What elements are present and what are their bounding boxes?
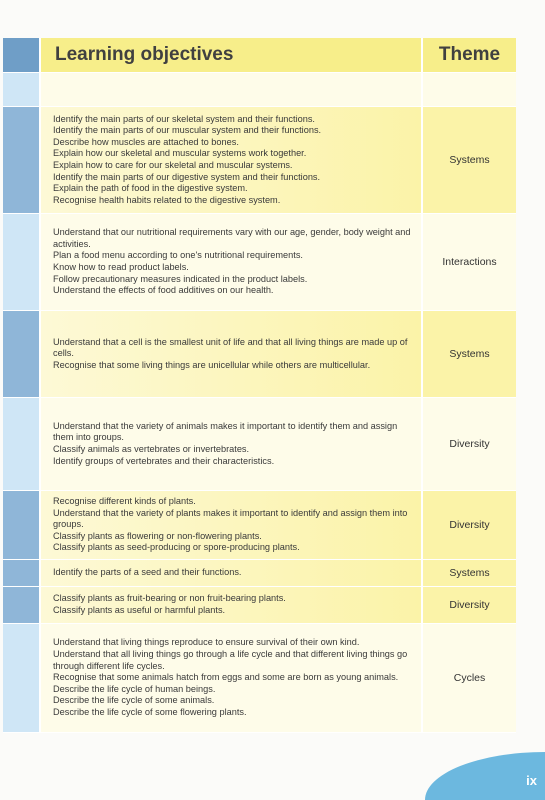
objective-line: Recognise that some animals hatch from eggs and some are born as young animals. bbox=[53, 672, 399, 683]
objectives-heading: Learning objectives bbox=[41, 38, 423, 72]
spacer-row bbox=[3, 73, 516, 107]
objective-line: Understand the effects of food additives on our health. bbox=[53, 285, 274, 296]
objective-line: Explain how our skeletal and muscular systems work together. bbox=[53, 148, 307, 159]
objective-line: Understand that a cell is the smallest unit of life and that all living things are made up of cells. bbox=[53, 336, 408, 359]
theme-cell: Diversity bbox=[423, 491, 516, 559]
objective-line: Understand that our nutritional requirements vary with our age, gender, body weight and activities. bbox=[53, 227, 411, 249]
objective-line: Describe the life cycle of some animals. bbox=[53, 695, 215, 706]
objective-line: Classify plants as fruit-bearing or non fruit-bearing plants. bbox=[53, 593, 286, 604]
table-row bbox=[3, 398, 516, 491]
theme-cell: Diversity bbox=[423, 398, 516, 490]
objective-line: Describe the life cycle of some flowering plants. bbox=[53, 706, 247, 717]
objective-line: Describe how muscles are attached to bones. bbox=[53, 136, 239, 147]
objective-line: Understand that all living things go through a life cycle and that different living things go through different life cycles. bbox=[53, 649, 408, 671]
objective-line: Identify the main parts of our muscular system and their functions. bbox=[53, 125, 322, 136]
objective-line: Explain the path of food in the digestive system. bbox=[53, 183, 248, 194]
objective-line: Follow precautionary measures indicated in the product labels. bbox=[53, 273, 308, 284]
objective-line: Describe the life cycle of human beings. bbox=[53, 683, 216, 694]
objective-line: Understand that the variety of plants makes it important to identify and assign them into groups. bbox=[53, 507, 408, 530]
row-side-cell bbox=[3, 491, 41, 559]
objectives-cell bbox=[41, 311, 423, 397]
objective-line: Classify plants as useful or harmful plants. bbox=[53, 605, 226, 615]
theme-cell: Systems bbox=[423, 560, 516, 586]
spacer-theme-cell bbox=[423, 73, 516, 106]
spacer-objectives-cell bbox=[41, 73, 423, 106]
objective-line: Recognise health habits related to the digestive system. bbox=[53, 194, 281, 205]
table-row bbox=[3, 491, 516, 560]
table-row bbox=[3, 587, 516, 624]
objectives-cell bbox=[41, 107, 423, 213]
theme-heading: Theme bbox=[423, 38, 516, 72]
objective-line: Explain how to care for our skeletal and muscular systems. bbox=[53, 160, 293, 170]
objective-line: Identify the parts of a seed and their functions. bbox=[53, 567, 242, 578]
table-row bbox=[3, 311, 516, 398]
theme-cell: Systems bbox=[423, 311, 516, 397]
theme-cell: Diversity bbox=[423, 587, 516, 623]
objective-line: Classify animals as vertebrates or invertebrates. bbox=[53, 444, 250, 454]
theme-cell: Interactions bbox=[423, 214, 516, 310]
objective-line: Plan a food menu according to one's nutritional requirements. bbox=[53, 250, 303, 261]
theme-cell: Systems bbox=[423, 107, 516, 213]
objective-line: Understand that living things reproduce to ensure survival of their own kind. bbox=[53, 637, 360, 648]
objective-line: Recognise that some living things are unicellular while others are multicellular. bbox=[53, 359, 371, 370]
objectives-cell bbox=[41, 560, 423, 586]
objective-line: Classify plants as flowering or non-flowering plants. bbox=[53, 530, 262, 541]
objective-line: Identify the main parts of our digestive system and their functions. bbox=[53, 171, 321, 182]
objective-line: Identify the main parts of our skeletal system and their functions. bbox=[53, 113, 315, 124]
objective-line: Classify plants as seed-producing or spore-producing plants. bbox=[53, 542, 300, 553]
objectives-cell bbox=[41, 624, 423, 732]
table-row bbox=[3, 214, 516, 311]
objectives-table bbox=[3, 38, 516, 733]
row-side-cell bbox=[3, 560, 41, 586]
table-header-row bbox=[3, 38, 516, 73]
objective-line: Know how to read product labels. bbox=[53, 262, 189, 272]
row-side-cell bbox=[3, 624, 41, 732]
row-side-cell bbox=[3, 214, 41, 310]
objectives-cell bbox=[41, 491, 423, 559]
spacer-side-cell bbox=[3, 73, 41, 106]
objective-line: Understand that the variety of animals makes it important to identify them and assign them into groups. bbox=[53, 420, 398, 443]
objective-line: Recognise different kinds of plants. bbox=[53, 496, 196, 507]
row-side-cell bbox=[3, 587, 41, 623]
header-side-cell bbox=[3, 38, 41, 72]
objectives-cell bbox=[41, 398, 423, 490]
row-side-cell bbox=[3, 107, 41, 213]
objectives-cell bbox=[41, 214, 423, 310]
table-row bbox=[3, 560, 516, 587]
row-side-cell bbox=[3, 311, 41, 397]
table-row bbox=[3, 624, 516, 733]
objective-line: Identify groups of vertebrates and their characteristics. bbox=[53, 455, 275, 466]
table-row bbox=[3, 107, 516, 214]
theme-cell: Cycles bbox=[423, 624, 516, 732]
page-number: ix bbox=[526, 773, 537, 788]
row-side-cell bbox=[3, 398, 41, 490]
objectives-cell bbox=[41, 587, 423, 623]
